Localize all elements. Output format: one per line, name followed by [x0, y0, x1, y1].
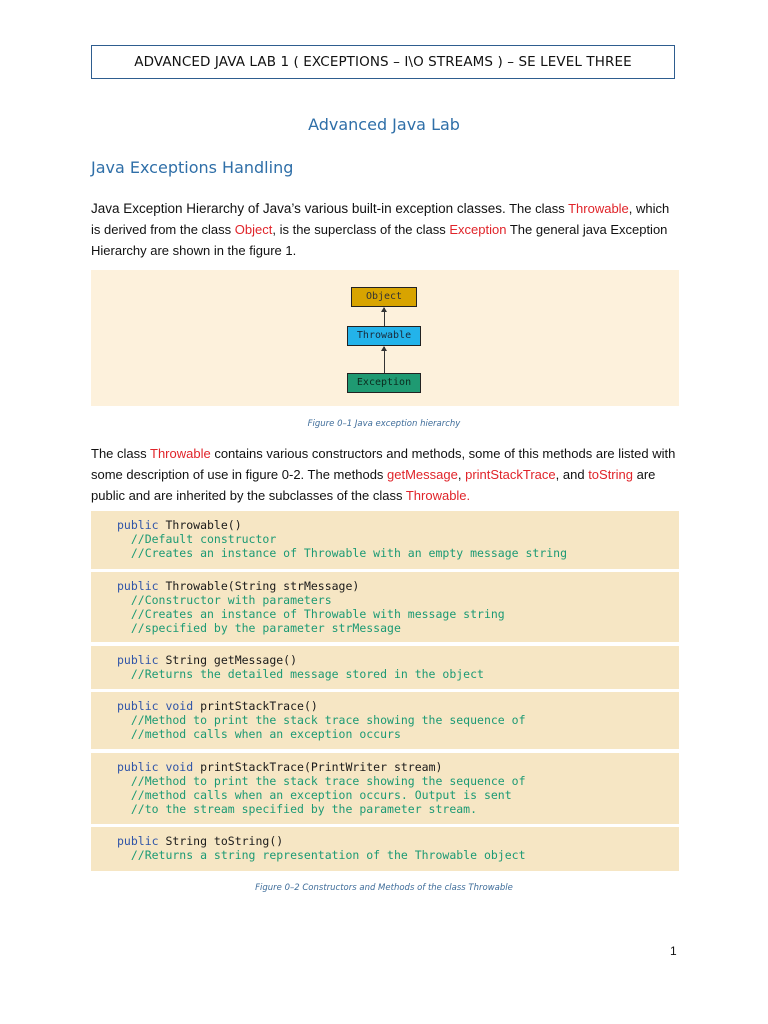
- code-keyword: public: [117, 579, 159, 593]
- code-method: String getMessage(): [158, 653, 298, 667]
- code-keyword: public: [117, 834, 159, 848]
- paragraph-text: are public and are inherited by the subclasses of the class: [91, 467, 656, 503]
- node-exception: Exception: [347, 373, 421, 393]
- page-number: 1: [670, 944, 677, 958]
- figure2-caption: Figure 0–2 Constructors and Methods of the class Throwable: [255, 883, 513, 893]
- code-comment: //Creates an instance of Throwable with an empty message string: [117, 546, 568, 560]
- highlight-printstacktrace: printStackTrace: [465, 467, 556, 482]
- code-method: String toString(): [158, 834, 284, 848]
- paragraph-text: , is the superclass of the class: [272, 222, 450, 237]
- section-heading: Java Exceptions Handling: [91, 158, 294, 177]
- code-method: Throwable(String strMessage): [158, 579, 360, 593]
- code-signature: [117, 834, 679, 848]
- paragraph-text: , which is derived from the class: [91, 201, 670, 237]
- inheritance-arrow: [384, 308, 385, 326]
- code-comment: //specified by the parameter strMessage: [117, 621, 401, 635]
- code-comment: //to the stream specified by the parameter stream.: [117, 802, 478, 816]
- code-comment: //Returns the detailed message stored in the object: [117, 667, 484, 681]
- running-header: [91, 45, 675, 79]
- node-throwable: Throwable: [347, 326, 421, 346]
- paragraph-text: ,: [457, 467, 466, 482]
- code-comment: //Method to print the stack trace showing the sequence of: [117, 713, 526, 727]
- highlight-throwable: Throwable.: [405, 488, 471, 503]
- highlight-throwable: Throwable: [150, 446, 211, 461]
- code-keyword: public void: [117, 699, 194, 713]
- highlight-object: Object: [234, 222, 273, 237]
- highlight-throwable: Throwable: [568, 201, 629, 216]
- figure-exception-hierarchy: [91, 270, 679, 406]
- code-block-throwable-default-constructor: [91, 511, 679, 569]
- code-signature: [117, 579, 679, 593]
- code-comment: //Creates an instance of Throwable with message string: [117, 607, 505, 621]
- running-header-text: ADVANCED JAVA LAB 1 ( EXCEPTIONS – I\O STREAMS ) – SE LEVEL THREE: [134, 54, 632, 70]
- code-method: Throwable(): [158, 518, 242, 532]
- code-signature: [117, 653, 679, 667]
- highlight-getmessage: getMessage: [387, 467, 458, 482]
- paragraph-exception-hierarchy: [91, 198, 681, 261]
- code-signature: [117, 699, 679, 713]
- paragraph-throwable-methods: [91, 443, 681, 506]
- code-comment: //Constructor with parameters: [117, 593, 332, 607]
- code-block-throwable-string-constructor: [91, 572, 679, 642]
- figure1-caption: Figure 0–1 Java exception hierarchy: [307, 419, 461, 429]
- paragraph-text: The class: [505, 201, 569, 216]
- code-block-printstacktrace-printwriter: [91, 753, 679, 824]
- code-keyword: public: [117, 518, 159, 532]
- paragraph-text: Java Exception Hierarchy of Java’s various built-in exception classes.: [91, 201, 506, 216]
- paragraph-text: The class: [91, 446, 151, 461]
- paragraph-text: contains various constructors and methods, some of this methods are listed with some description of use in figure 0-2. The methods: [91, 446, 676, 482]
- paragraph-text: The general java Exception Hierarchy are shown in the figure 1.: [91, 222, 668, 258]
- code-method: printStackTrace(): [193, 699, 318, 713]
- highlight-exception: Exception: [449, 222, 507, 237]
- code-comment: //Returns a string representation of the Throwable object: [117, 848, 526, 862]
- code-method: printStackTrace(PrintWriter stream): [193, 760, 443, 774]
- code-signature: [117, 760, 679, 774]
- code-keyword: public: [117, 653, 159, 667]
- code-block-tostring: [91, 827, 679, 871]
- code-signature: [117, 518, 679, 532]
- code-keyword: public void: [117, 760, 194, 774]
- inheritance-arrow: [384, 347, 385, 373]
- node-object: Object: [351, 287, 417, 307]
- code-comment: //Default constructor: [117, 532, 277, 546]
- paragraph-text: , and: [555, 467, 589, 482]
- highlight-tostring: toString: [588, 467, 633, 482]
- code-block-printstacktrace: [91, 692, 679, 749]
- code-comment: //method calls when an exception occurs: [117, 727, 401, 741]
- code-block-getmessage: [91, 646, 679, 689]
- document-title: Advanced Java Lab: [308, 115, 460, 134]
- code-comment: //method calls when an exception occurs. Output is sent: [117, 788, 512, 802]
- code-comment: //Method to print the stack trace showing the sequence of: [117, 774, 526, 788]
